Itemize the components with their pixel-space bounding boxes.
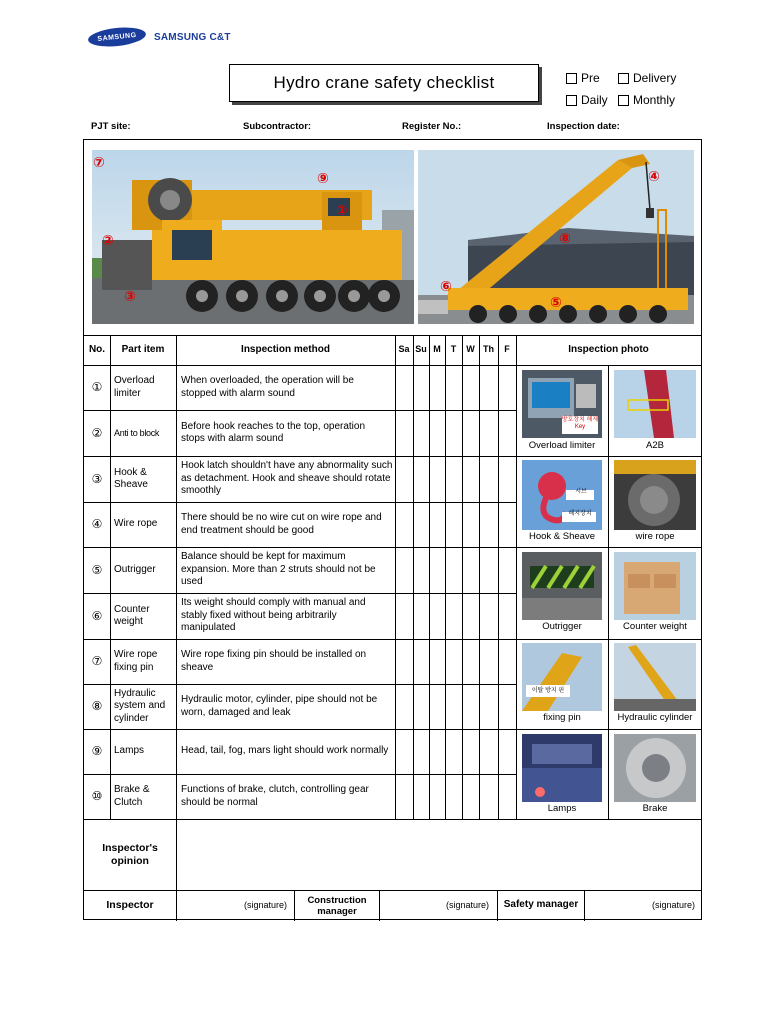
checkbox-square-icon: [618, 73, 629, 84]
checkbox-square-icon: [566, 73, 577, 84]
photo-caption: Lamps: [547, 803, 577, 814]
photo-marker: ③: [124, 288, 136, 304]
inspector-opinion-field[interactable]: [177, 820, 700, 889]
photo-hydraulic-cylinder: [614, 643, 696, 711]
row-inspection-method: When overloaded, the operation will be stopped with alarm sound: [181, 375, 354, 399]
photo-counter-weight: [614, 552, 696, 620]
row-number: ⑤: [91, 562, 103, 577]
photo-brake: [614, 734, 696, 802]
row-number: ⑥: [91, 608, 103, 623]
row-part-item: Anti to block: [114, 427, 160, 438]
row-inspection-method: Functions of brake, clutch, controlling gear should be normal: [181, 784, 369, 808]
checkbox-monthly[interactable]: Monthly: [618, 89, 688, 111]
row-number: ④: [91, 517, 103, 532]
inspector-opinion-label: Inspector's opinion: [102, 842, 158, 867]
header-day: W: [466, 344, 475, 354]
construction-manager-label: Construction manager: [307, 894, 367, 917]
row-inspection-method: Wire rope fixing pin should be installed on sheave: [181, 649, 367, 673]
photo-marker: ①: [336, 202, 348, 218]
row-inspection-method: Head, tail, fog, mars light should work normally: [181, 745, 389, 757]
row-inspection-method: Before hook reaches to the top, operation stops with alarm sound: [181, 420, 366, 444]
inspection-type-options: [566, 67, 688, 111]
photo-marker: ⑨: [317, 170, 329, 186]
company-logo: [88, 28, 231, 46]
row-part-item: Brake & Clutch: [114, 784, 150, 808]
photo-label: 해지장치: [568, 511, 592, 517]
checkbox-daily[interactable]: Daily: [566, 89, 618, 111]
construction-manager-signature[interactable]: (signature): [446, 900, 490, 910]
row-number: ⑨: [91, 744, 103, 759]
subcontractor-label: Subcontractor:: [243, 121, 312, 132]
row-number: ③: [91, 471, 103, 486]
row-part-item: Overload limiter: [114, 375, 155, 399]
row-number: ⑧: [91, 699, 103, 714]
row-number: ⑦: [91, 654, 103, 669]
row-inspection-method: There should be no wire cut on wire rope and end treatment should be good: [181, 512, 382, 536]
photo-fixing-pin: [522, 643, 602, 711]
photo-caption: wire rope: [635, 531, 675, 542]
header-day: M: [433, 344, 441, 354]
row-inspection-method: Hydraulic motor, cylinder, pipe should not be worn, damaged and leak: [181, 694, 378, 718]
inspector-signature[interactable]: (signature): [244, 900, 288, 910]
row-inspection-method: Hook latch shouldn't have any abnormality such as detachment. Hook and sheave should rotate smoothly: [181, 460, 393, 497]
row-part-item: Counter weight: [114, 603, 150, 627]
page-title: Hydro crane safety checklist: [229, 64, 539, 102]
photo-marker: ②: [102, 232, 114, 248]
photo-lamps: [522, 734, 602, 802]
inspector-label: Inspector: [106, 899, 154, 912]
row-number: ⑩: [91, 789, 103, 804]
photo-marker: ⑧: [559, 230, 571, 246]
safety-manager-label: Safety manager: [503, 899, 579, 911]
photo-caption: Counter weight: [623, 621, 687, 632]
photo-marker: ⑤: [550, 294, 562, 310]
header-no: No.: [88, 344, 106, 355]
checkbox-delivery[interactable]: Delivery: [618, 67, 688, 89]
photo-marker: ⑥: [440, 278, 452, 294]
header-day: F: [504, 344, 510, 354]
row-part-item: Hook & Sheave: [114, 466, 148, 490]
checkbox-pre[interactable]: Pre: [566, 67, 618, 89]
photo-caption: Hook & Sheave: [528, 531, 595, 542]
logo-oval: SAMSUNG: [87, 25, 147, 49]
photo-caption: Hydraulic cylinder: [617, 712, 693, 723]
photo-label: 이탈 방지 핀: [531, 688, 565, 694]
photo-label: 방호장치 해제 Key: [561, 417, 599, 430]
photo-caption: A2B: [646, 440, 664, 451]
header-day: Su: [415, 344, 427, 354]
checkbox-square-icon: [566, 95, 577, 106]
checkbox-square-icon: [618, 95, 629, 106]
photo-caption: Outrigger: [542, 621, 582, 632]
safety-manager-signature[interactable]: (signature): [652, 900, 696, 910]
logo-text: SAMSUNG C&T: [154, 31, 231, 43]
header-inspection-photo: Inspection photo: [568, 344, 649, 355]
checklist-form: [83, 139, 702, 920]
row-part-item: Wire rope: [114, 518, 158, 530]
row-inspection-method: Its weight should comply with manual and stably fixed without being arbitrarily manipulated: [181, 597, 366, 634]
register-no-label: Register No.:: [402, 121, 462, 132]
photo-hook-sheave: [522, 460, 602, 530]
photo-caption: fixing pin: [543, 712, 581, 723]
photo-marker: ⑦: [93, 154, 105, 170]
row-part-item: Outrigger: [114, 563, 156, 575]
header-day: T: [450, 344, 457, 354]
row-part-item: Lamps: [114, 745, 145, 757]
row-part-item: Wire rope fixing pin: [114, 649, 158, 673]
header-part-item: Part item: [121, 344, 165, 355]
pjt-site-label: PJT site:: [91, 121, 131, 132]
crane-photo-left: [92, 150, 414, 324]
photo-outrigger: [522, 552, 602, 620]
photo-marker: ④: [648, 168, 660, 184]
photo-wire-rope: [614, 460, 696, 530]
photo-caption: Brake: [642, 803, 668, 814]
row-inspection-method: Balance should be kept for maximum expansion. More than 2 struts should not be used: [181, 551, 376, 588]
inspection-date-label: Inspection date:: [547, 121, 620, 132]
photo-a2b: [614, 370, 696, 438]
header-day: Th: [483, 344, 494, 354]
photo-label: 시브: [575, 489, 587, 495]
photo-caption: Overload limiter: [528, 440, 596, 451]
row-number: ②: [91, 425, 103, 440]
row-part-item: Hydraulic system and cylinder: [114, 687, 166, 724]
header-inspection-method: Inspection method: [241, 344, 330, 355]
header-day: Sa: [398, 344, 410, 354]
row-number: ①: [91, 380, 103, 395]
